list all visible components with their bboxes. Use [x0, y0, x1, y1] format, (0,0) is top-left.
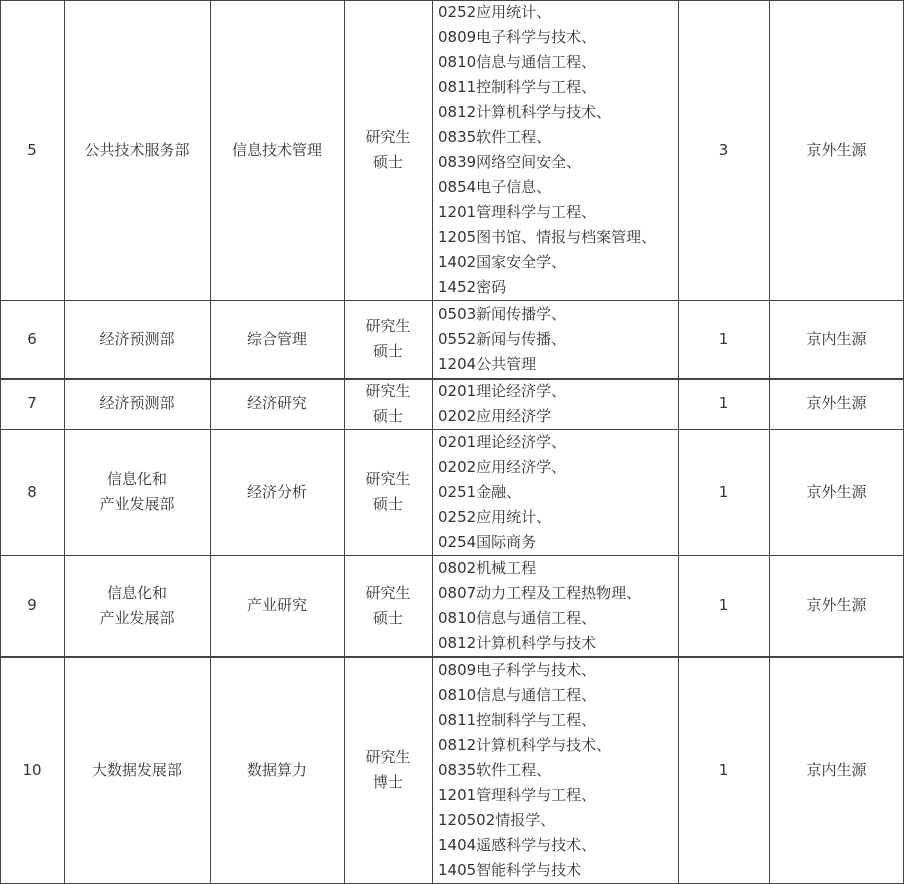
position-cell-text: 产业研究	[246, 596, 307, 614]
major-item: 0802机械工程	[438, 558, 537, 577]
education-cell	[344, 656, 432, 884]
major-item: 0252应用统计、	[438, 507, 552, 526]
row-number-cell-text: 10	[22, 760, 42, 779]
position-cell-text: 经济分析	[246, 482, 307, 501]
education-cell	[344, 0, 432, 300]
row-number-cell-text: 7	[27, 394, 37, 412]
row-number-cell	[0, 656, 64, 884]
student-source-cell-text: 京外生源	[806, 482, 867, 501]
education-text: 研究生	[365, 583, 411, 602]
major-item: 0812计算机科学与技术、	[438, 103, 612, 121]
row-number-cell-text: 8	[27, 482, 37, 501]
major-item: 0254国际商务	[438, 532, 537, 551]
major-item: 1405智能科学与技术	[438, 860, 582, 879]
student-source-cell-text: 京内生源	[806, 329, 867, 348]
major-item: 1205图书馆、情报与档案管理、	[438, 228, 657, 246]
headcount-cell	[678, 378, 769, 429]
department-cell	[64, 378, 210, 429]
row-number-cell	[0, 0, 64, 300]
education-text: 博士	[372, 773, 403, 791]
headcount-cell-text: 1	[718, 394, 729, 412]
row-number-cell	[0, 555, 64, 656]
student-source-cell	[769, 300, 904, 378]
major-item: 0552新闻与传播、	[438, 329, 567, 348]
position-cell	[210, 378, 344, 429]
major-item: 1204公共管理	[438, 354, 537, 373]
major-item: 0809电子科学与技术、	[438, 660, 597, 679]
headcount-cell	[678, 0, 769, 300]
position-cell	[210, 0, 344, 300]
student-source-cell-text: 京外生源	[806, 140, 867, 159]
major-item: 0835软件工程、	[438, 128, 552, 146]
major-item: 0812计算机科学与技术、	[438, 735, 612, 754]
education-cell	[344, 555, 432, 656]
major-item: 1201管理科学与工程、	[438, 785, 597, 804]
row-number-cell	[0, 300, 64, 378]
majors-cell	[434, 300, 678, 378]
major-item: 0809电子科学与技术、	[438, 28, 597, 46]
row-number-cell-text: 6	[27, 329, 37, 348]
headcount-cell-text: 1	[718, 329, 729, 348]
headcount-cell	[678, 656, 769, 884]
headcount-cell-text: 3	[718, 140, 729, 159]
major-item: 1201管理科学与工程、	[438, 203, 597, 221]
position-cell	[210, 555, 344, 656]
student-source-cell	[769, 0, 904, 300]
position-cell-text: 经济研究	[246, 394, 307, 412]
row-number-cell-text: 9	[27, 596, 37, 614]
education-text: 研究生	[365, 381, 411, 400]
student-source-cell	[769, 555, 904, 656]
majors-cell	[434, 429, 678, 555]
major-item: 0810信息与通信工程、	[438, 608, 597, 627]
education-text: 硕士	[372, 342, 403, 360]
position-cell-text: 信息技术管理	[231, 140, 322, 159]
department-text: 信息化和	[106, 470, 167, 488]
headcount-cell	[678, 300, 769, 378]
major-item: 0835软件工程、	[438, 760, 552, 779]
row-number-cell-text: 5	[27, 140, 37, 159]
department-text: 产业发展部	[99, 495, 175, 513]
position-cell	[210, 300, 344, 378]
position-cell-text: 综合管理	[246, 329, 307, 348]
major-item: 0503新闻传播学、	[438, 304, 567, 323]
education-cell	[344, 429, 432, 555]
education-text: 硕士	[372, 153, 403, 171]
major-item: 0854电子信息、	[438, 178, 552, 196]
student-source-cell-text: 京外生源	[806, 394, 867, 412]
major-item: 0811控制科学与工程、	[438, 710, 597, 729]
student-source-cell-text: 京内生源	[806, 760, 867, 779]
major-item: 0810信息与通信工程、	[438, 685, 597, 704]
headcount-cell-text: 1	[718, 760, 729, 779]
headcount-cell	[678, 555, 769, 656]
department-cell	[64, 300, 210, 378]
student-source-cell	[769, 656, 904, 884]
major-item: 0811控制科学与工程、	[438, 78, 597, 96]
major-item: 0202应用经济学、	[438, 457, 567, 476]
headcount-cell-text: 1	[718, 596, 729, 614]
major-item: 0812计算机科学与技术	[438, 633, 597, 652]
position-cell	[210, 429, 344, 555]
majors-cell	[434, 656, 678, 884]
department-text: 公共技术服务部	[84, 140, 190, 159]
department-cell	[64, 555, 210, 656]
department-cell	[64, 656, 210, 884]
student-source-cell	[769, 429, 904, 555]
student-source-cell-text: 京外生源	[806, 596, 867, 614]
major-item: 0202应用经济学	[438, 406, 552, 425]
majors-cell	[434, 378, 678, 429]
row-number-cell	[0, 378, 64, 429]
major-item: 0839网络空间安全、	[438, 153, 582, 171]
major-item: 0251金融、	[438, 482, 522, 501]
major-item: 1402国家安全学、	[438, 253, 567, 271]
majors-cell	[434, 555, 678, 656]
department-text: 大数据发展部	[91, 760, 182, 779]
majors-cell	[434, 0, 678, 300]
department-cell	[64, 429, 210, 555]
education-text: 研究生	[365, 128, 411, 146]
major-item: 120502情报学、	[438, 810, 556, 829]
education-text: 硕士	[372, 608, 403, 627]
table-vertical-border	[432, 0, 433, 884]
major-item: 0201理论经济学、	[438, 381, 567, 400]
education-cell	[344, 300, 432, 378]
department-text: 经济预测部	[99, 394, 175, 412]
position-cell-text: 数据算力	[246, 760, 307, 779]
major-item: 0201理论经济学、	[438, 432, 567, 451]
student-source-cell	[769, 378, 904, 429]
education-text: 硕士	[372, 495, 403, 513]
position-cell	[210, 656, 344, 884]
major-item: 1404遥感科学与技术、	[438, 835, 597, 854]
major-item: 0252应用统计、	[438, 3, 552, 21]
education-text: 研究生	[365, 748, 411, 766]
headcount-cell-text: 1	[718, 482, 729, 501]
major-item: 0810信息与通信工程、	[438, 53, 597, 71]
education-text: 研究生	[365, 470, 411, 488]
education-cell	[344, 378, 432, 429]
headcount-cell	[678, 429, 769, 555]
row-number-cell	[0, 429, 64, 555]
department-text: 产业发展部	[99, 608, 175, 627]
major-item: 1452密码	[438, 278, 507, 296]
education-text: 研究生	[365, 317, 411, 335]
department-text: 经济预测部	[99, 329, 175, 348]
major-item: 0807动力工程及工程热物理、	[438, 583, 642, 602]
department-text: 信息化和	[106, 583, 167, 602]
department-cell	[64, 0, 210, 300]
education-text: 硕士	[372, 406, 403, 425]
